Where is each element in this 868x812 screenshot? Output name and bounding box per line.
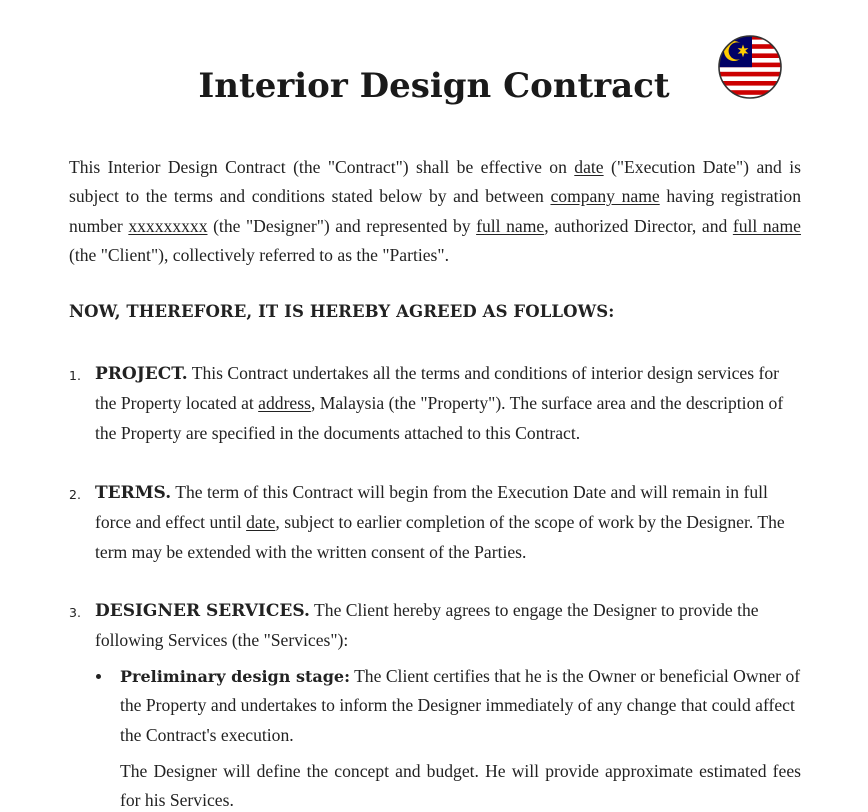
bullet-icon: [96, 674, 101, 679]
bullet-preliminary-design: [120, 662, 801, 750]
clause-text: The term of this Contract will begin from the Execution Date and will remain in full force and effect until: [95, 482, 768, 533]
full-name-placeholder: full name: [476, 215, 545, 236]
clause-title: DESIGNER SERVICES.: [95, 601, 310, 621]
intro-text: (the "Designer") and represented by: [207, 215, 477, 236]
clause-title: TERMS.: [95, 483, 172, 503]
full-name-placeholder: full name: [732, 215, 801, 236]
address-placeholder: address: [258, 393, 311, 414]
clause-designer-services: [69, 596, 801, 656]
clause-number: 2.: [69, 487, 81, 502]
clause-text: This Contract undertakes all the terms and conditions of interior design services for the Property located at: [95, 363, 779, 414]
intro-text: ("Execution Date") and is subject to the terms and conditions stated below by and between: [69, 157, 801, 207]
intro-text: having registration number: [69, 186, 801, 236]
date-placeholder: date: [574, 157, 604, 177]
company-name-placeholder: company name: [550, 186, 660, 207]
designer-paragraph: The Designer will define the concept and budget. He will provide approximate estimated fees for his Services.: [120, 761, 801, 811]
clause-text: , Malaysia (the "Property"). The surface area and the description of the Property are specified in the documents attached to this Contract.: [95, 393, 784, 443]
document-title: Interior Design Contract: [198, 66, 670, 106]
malaysia-flag-icon: [718, 35, 782, 99]
intro-text: This Interior Design Contract (the "Contract") shall be effective on: [69, 157, 575, 177]
clause-number: 1.: [69, 368, 81, 383]
clause-text: , subject to earlier completion of the scope of work by the Designer. The term may be extended with the written consent of the Parties.: [95, 512, 785, 562]
clause-project: [69, 359, 801, 448]
agreement-heading: NOW, THEREFORE, IT IS HEREBY AGREED AS FOLLOWS:: [69, 302, 615, 321]
intro-text: (the "Client"), collectively referred to as the "Parties".: [69, 244, 449, 265]
registration-number-placeholder: xxxxxxxxx: [128, 215, 208, 236]
intro-paragraph: [69, 153, 801, 270]
date-placeholder: date: [246, 512, 276, 533]
bullet-title: Preliminary design stage:: [120, 667, 350, 686]
clause-number: 3.: [69, 605, 81, 620]
intro-text: , authorized Director, and: [544, 215, 733, 236]
clause-title: PROJECT.: [95, 364, 188, 384]
clause-text: The Client hereby agrees to engage the Designer to provide the following Services (the "Services"):: [95, 600, 759, 651]
clause-terms: [69, 478, 801, 567]
bullet-text: The Client certifies that he is the Owner or beneficial Owner of the Property and undertakes to inform the Designer immediately of any change that could affect the Contract's execution.: [120, 666, 801, 745]
